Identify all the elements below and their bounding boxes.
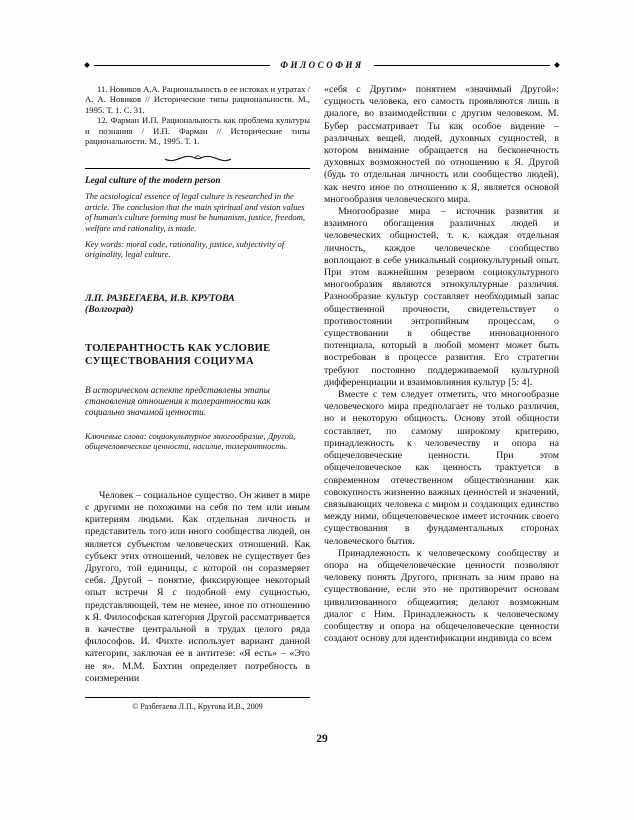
english-keywords-text: moral code, rationality, justice, subjectivity of originality, legal culture. xyxy=(85,239,285,260)
body-paragraph: Принадлежность к человеческому сообществу и опора на общечеловеческие ценности позволяют человеку понять Другого, признать за ним право на существование, если это не противоречит основам цивилизованного общежития; делают возможным диалог с Ним. Принадлежность к человеческому сообществу и опора на общечеловеческие ценности создают основу для идентификации индивида со всем xyxy=(324,547,559,645)
header-rule-right xyxy=(374,65,550,66)
body-paragraph: Многообразие мира – источник развития и взаимного обогащения различных людей и человеческих общностей, т. к. каждая отдельная личность, каждое человеческое сообщество воплощают в себе уникальный социокультурный опыт. При этом важнейшим резервом социокультурного многообразия являются этнокультурные различия. Разнообразие культур составляет необходимый запас общественной прочности, свидетельствует о противостоянии энтропийным процессам, о существовании в обществе инновационного потенциала, который в любой момент может быть востребован в процессе развития. Его стратегии требуют постоянно поддерживаемой культурной дифференциации и взаимовлияния культур [5: 4]. xyxy=(324,206,559,388)
copyright-footnote: © Разбегаева Л.П., Крутова И.В., 2009 xyxy=(85,697,310,711)
flourish-divider-icon xyxy=(85,151,310,165)
running-head xyxy=(85,60,559,70)
diamond-icon xyxy=(84,62,90,68)
left-column xyxy=(85,84,310,711)
keywords-text: социокультурное многообразие, Другой, общечеловеческие ценности, насилие, толерантность. xyxy=(85,430,296,452)
article-title: ТОЛЕРАНТНОСТЬ КАК УСЛОВИЕ СУЩЕСТВОВАНИЯ СОЦИУМА xyxy=(85,342,271,367)
header-rule-left xyxy=(94,65,270,66)
keywords-label: Ключевые слова: xyxy=(85,430,147,441)
body-paragraph: Человек – социальное существо. Он живет в мире с другими не похожими на себя по тем или иным критериям людьми. Как отдельная личность и представитель того или иного сообщества людей, он является субъектом человеческих отношений. Как субъект этих отношений, человек не существует без Другого, той единицы, с которой он соразмеряет себя. Другой – понятие, фиксирующее некоторый опыт встречи Я с подобной ему сущностью, представляющей, тем не менее, иное по отношению к Я. Философская категория Другой рассматривается в качестве центральной в трудах целого ряда философов. И. Фихте использует вариант данной категории, заключая ее в антитезе: «Я есть» – «Это не я». М.М. Бахтин определяет потребность в соизмерении xyxy=(85,489,310,684)
body-paragraph: Вместе с тем следует отметить, что многообразие человеческого мира предполагает не только различия, но и некоторую общность. Основу этой общности составляет, по самому широкому критерию, принадлежность к человечеству и опора на общечеловеческие ценности. При этом общечеловеческое как ценность трактуется в современном отечественном обществознании как совокупность жизненно важных ценностей и значений, связывающих человека с миром и создающих единство между ними, общечеловеческое имеет источник своего существования в фундаментальных сторонах человеческого бытия. xyxy=(324,389,559,547)
author-affiliation: (Волгоград) xyxy=(85,304,134,316)
two-column-layout xyxy=(85,84,559,711)
author-names: Л.П. РАЗБЕГАЕВА, И.В. КРУТОВА xyxy=(85,292,235,304)
right-column xyxy=(324,84,559,645)
body-paragraph: «себя с Другим» понятием «значимый Другой»: сущность человека, его самость проявляются лишь в диалоге, во взаимодействии с другим человеком. М. Бубер рассматривает Ты как особое видение – различных вещей, людей, духовных сущностей, в котором внимание обращается на бесконечность духовных возможностей по отношению к Я. Другой (будь то отдельная личность или сообщество людей), как нечто иное по отношению к Я, является основой многообразия человеческого мира. xyxy=(324,84,559,205)
diamond-icon xyxy=(554,62,560,68)
english-keywords xyxy=(85,239,310,260)
reference-item: 12. Фарман И.П. Рациональность как проблема культуры и познания / И.П. Фарман // Исторические типы рациональности. М., 1995. Т. 1. xyxy=(85,115,310,147)
english-article-title: Legal culture of the modern person xyxy=(85,176,221,187)
english-keywords-label: Key words: xyxy=(85,239,125,250)
page-content xyxy=(85,60,559,745)
authors-block xyxy=(85,293,310,316)
section-title: ФИЛОСОФИЯ xyxy=(280,60,364,70)
page-number: 29 xyxy=(316,732,328,745)
reference-item: 11. Новиков А.А. Рациональность в ее истоках и утратах / А. А. Новиков // Исторические типы рациональности. М., 1995. Т. 1. С. 31. xyxy=(85,84,310,115)
english-abstract-text: The acsiological essence of legal culture is researched in the article. The conclusion that the main spiritual and vision values of human's culture forming must be humanism, justice, freedom, welfare and rationality, is made. xyxy=(85,191,306,233)
article-annotation: В историческом аспекте представлены этапы становления отношения к толерантности как социально значимой ценности. xyxy=(85,384,271,417)
article-keywords xyxy=(85,431,310,452)
english-abstract-block xyxy=(85,168,310,259)
